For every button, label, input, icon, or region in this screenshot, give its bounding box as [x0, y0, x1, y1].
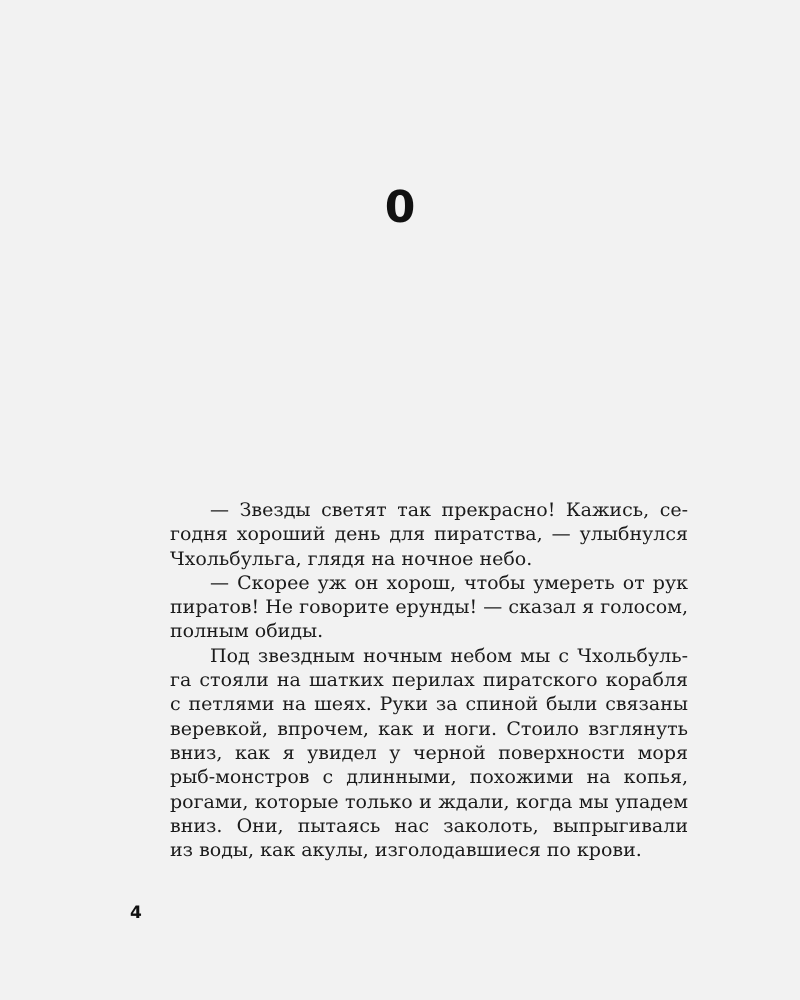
text-line: веревкой, впрочем, как и ноги. Стоило взглянуть	[170, 717, 688, 740]
text-line: га стояли на шатких перилах пиратского корабля	[170, 669, 688, 692]
text-line: рогами, которые только и ждали, когда мы упадем	[170, 790, 688, 813]
text-line: Чхольбульга, глядя на ночное небо.	[170, 547, 533, 570]
text-line: годня хороший день для пиратства, — улыбнулся	[170, 523, 688, 546]
text-line: полным обиды.	[170, 620, 324, 643]
text-line: рыб-монстров с длинными, похожими на копья,	[170, 766, 688, 789]
text-line: вниз, как я увидел у черной поверхности моря	[170, 741, 688, 764]
text-line: вниз. Они, пытаясь нас заколоть, выпрыгивали	[170, 814, 688, 837]
text-line: — Скорее уж он хорош, чтобы умереть от рук	[210, 571, 688, 594]
chapter-number: 0	[384, 182, 416, 233]
paragraph-3	[130, 644, 688, 863]
text-line: пиратов! Не говорите ерунды! — сказал я голосом,	[170, 596, 688, 619]
text-line: — Звезды светят так прекрасно! Кажись, се-	[210, 499, 688, 521]
page-number: 4	[130, 903, 142, 923]
text-line: Под звездным ночным небом мы с Чхольбуль-	[210, 644, 688, 667]
body-text	[130, 498, 688, 862]
paragraph-2	[130, 571, 688, 644]
paragraph-1	[130, 498, 688, 571]
text-line: с петлями на шеях. Руки за спиной были связаны	[170, 693, 688, 716]
text-line: из воды, как акулы, изголодавшиеся по крови.	[170, 839, 642, 862]
